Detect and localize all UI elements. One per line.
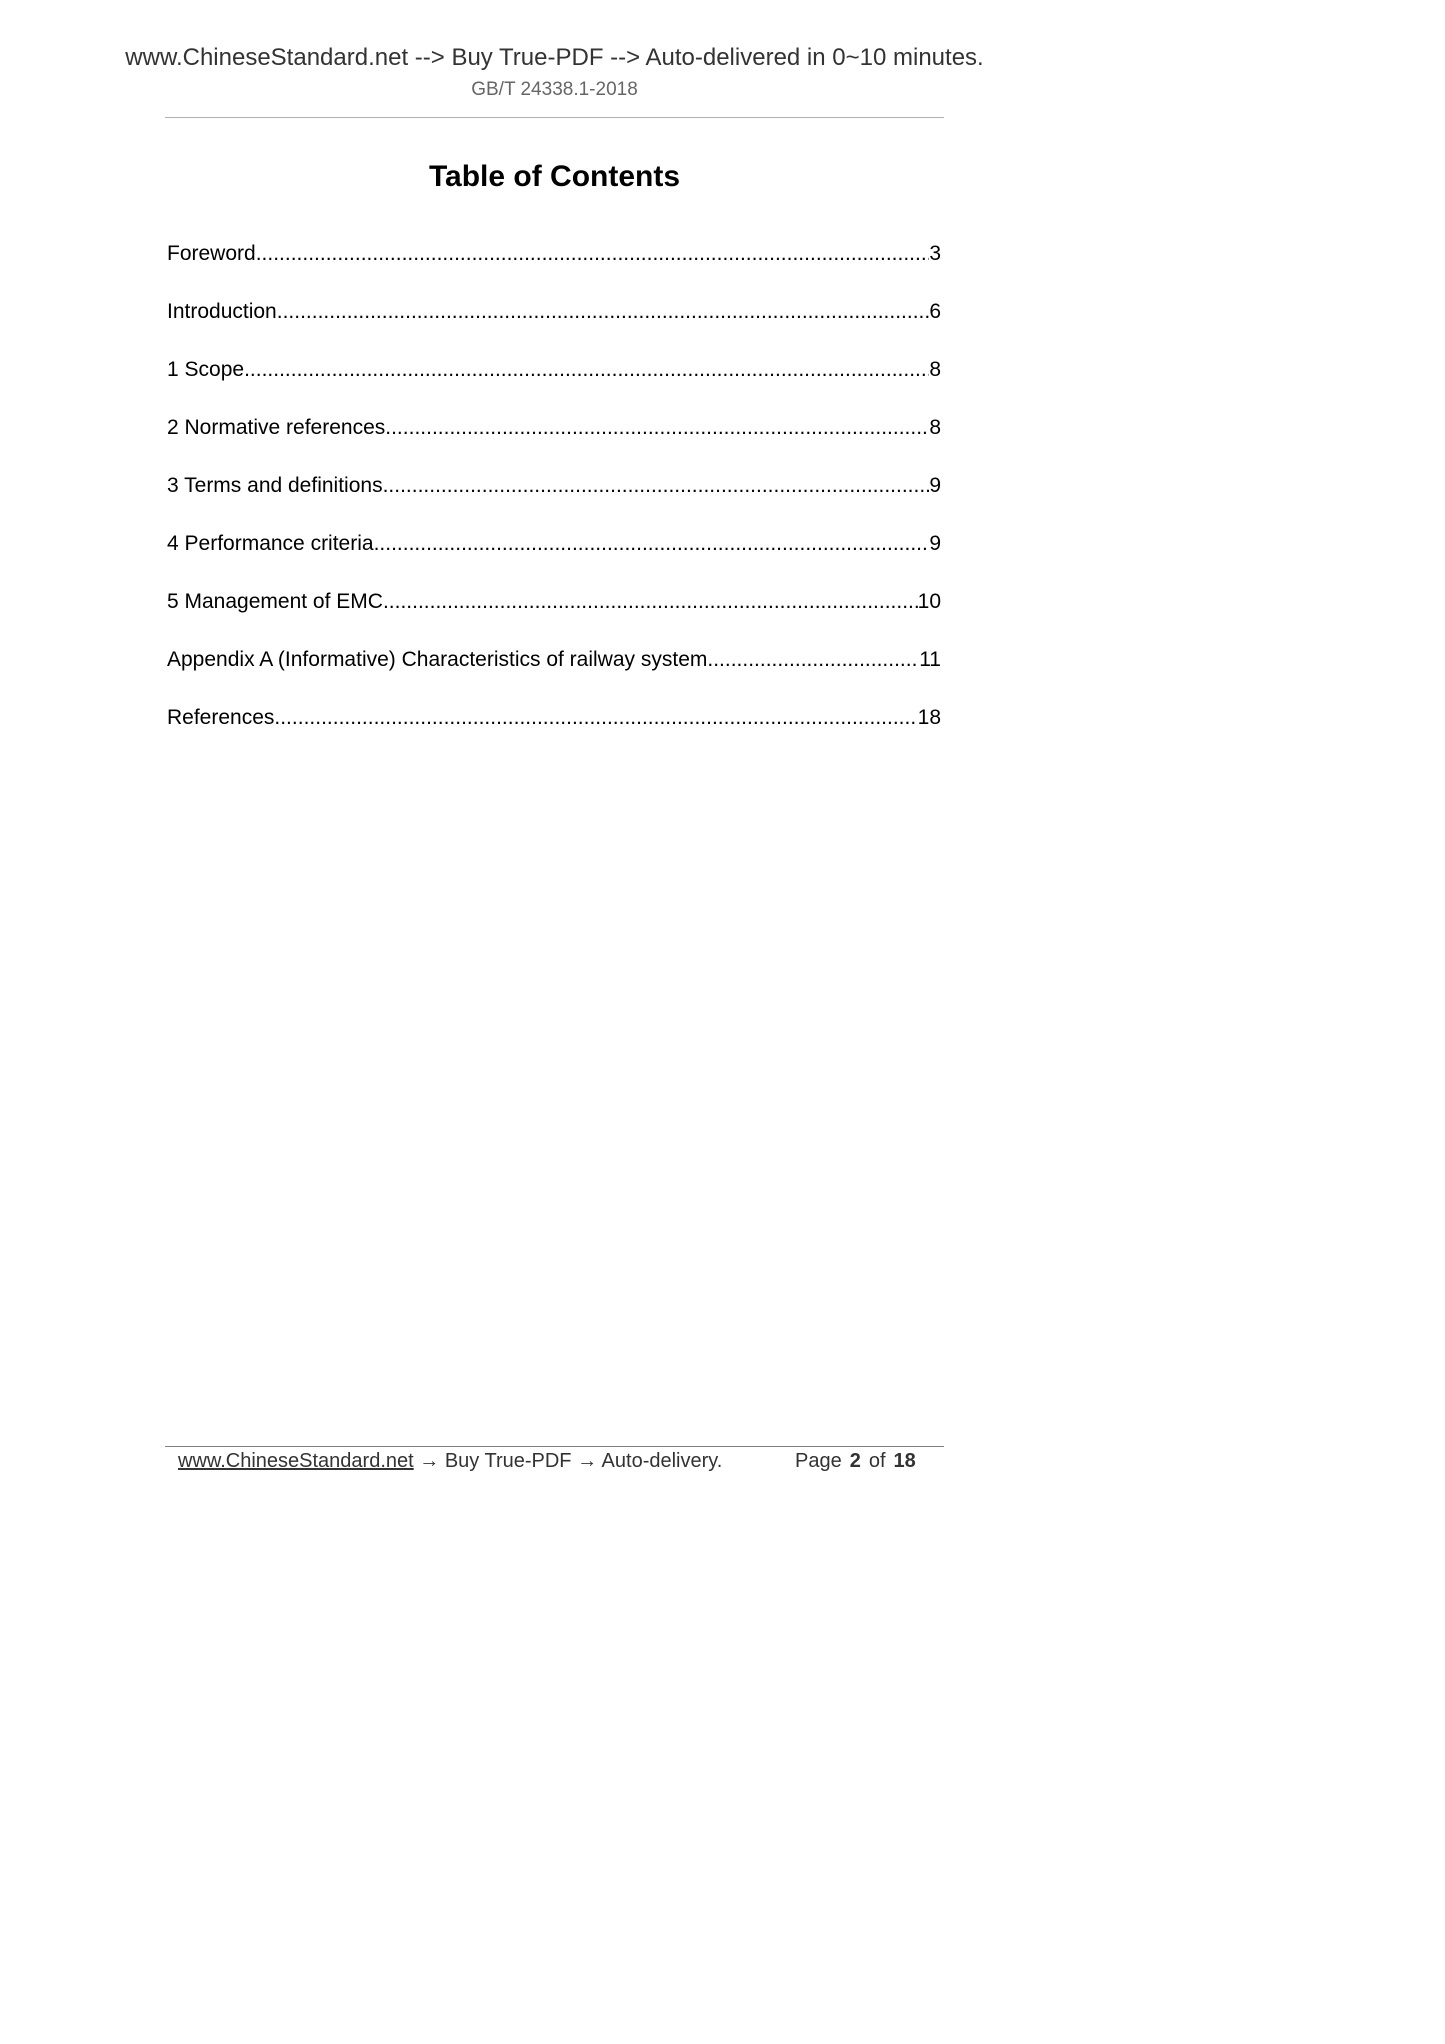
toc-entry-management-of-emc[interactable] <box>167 585 941 643</box>
header-divider <box>165 117 944 118</box>
toc-entry-label: 1 Scope <box>167 358 245 381</box>
toc-dot-leader <box>277 295 930 329</box>
toc-entry-label: 5 Management of EMC <box>167 590 383 613</box>
of-word: of <box>868 1450 886 1472</box>
toc-entry-label: 4 Performance criteria <box>167 532 374 555</box>
toc-entry-terms-and-definitions[interactable] <box>167 469 941 527</box>
toc-entry-scope[interactable] <box>167 353 941 411</box>
toc-entry-page: 8 <box>929 358 941 381</box>
toc-list <box>167 237 941 759</box>
toc-entry-page: 11 <box>919 648 941 671</box>
toc-entry-page: 10 <box>917 590 941 613</box>
toc-entry-page: 8 <box>929 416 941 439</box>
toc-dot-leader <box>707 643 919 677</box>
toc-entry-label: Foreword <box>167 242 256 265</box>
toc-entry-label: Appendix A (Informative) Characteristics of railway system <box>167 648 708 671</box>
page-number <box>795 1450 916 1473</box>
toc-entry-foreword[interactable] <box>167 237 941 295</box>
page-total: 18 <box>893 1450 916 1472</box>
toc-entry-label: 2 Normative references <box>167 416 386 439</box>
toc-entry-references[interactable] <box>167 701 941 759</box>
toc-dot-leader <box>374 527 930 561</box>
toc-entry-performance-criteria[interactable] <box>167 527 941 585</box>
toc-entry-page: 9 <box>929 532 941 555</box>
toc-dot-leader <box>383 469 930 503</box>
footer-buy-text: Buy True-PDF <box>444 1450 572 1472</box>
footer-delivery-text: Auto-delivery. <box>601 1450 723 1472</box>
toc-dot-leader <box>274 701 917 735</box>
toc-dot-leader <box>383 585 918 619</box>
toc-entry-page: 18 <box>917 706 941 729</box>
document-code: GB/T 24338.1-2018 <box>471 79 638 100</box>
page-word: Page <box>795 1450 842 1472</box>
toc-dot-leader <box>256 237 930 271</box>
footer-divider <box>165 1446 944 1447</box>
toc-entry-page: 3 <box>929 242 941 265</box>
toc-entry-normative-references[interactable] <box>167 411 941 469</box>
arrow-right-icon: → <box>419 1450 440 1472</box>
toc-entry-introduction[interactable] <box>167 295 941 353</box>
toc-entry-label: Introduction <box>167 300 277 323</box>
toc-dot-leader <box>244 353 929 387</box>
toc-entry-label: 3 Terms and definitions <box>167 474 383 497</box>
page-current: 2 <box>849 1450 861 1472</box>
toc-dot-leader <box>385 411 929 445</box>
toc-entry-page: 9 <box>929 474 941 497</box>
toc-entry-label: References <box>167 706 275 729</box>
toc-entry-appendix-a[interactable] <box>167 643 941 701</box>
toc-entry-page: 6 <box>929 300 941 323</box>
arrow-right-icon: → <box>577 1450 598 1472</box>
header-banner: www.ChineseStandard.net --> Buy True-PDF --> Auto-delivered in 0~10 minutes. <box>125 44 984 71</box>
footer-promo <box>178 1450 722 1473</box>
page-title: Table of Contents <box>428 160 681 193</box>
footer-website-link[interactable]: www.ChineseStandard.net <box>178 1450 414 1472</box>
